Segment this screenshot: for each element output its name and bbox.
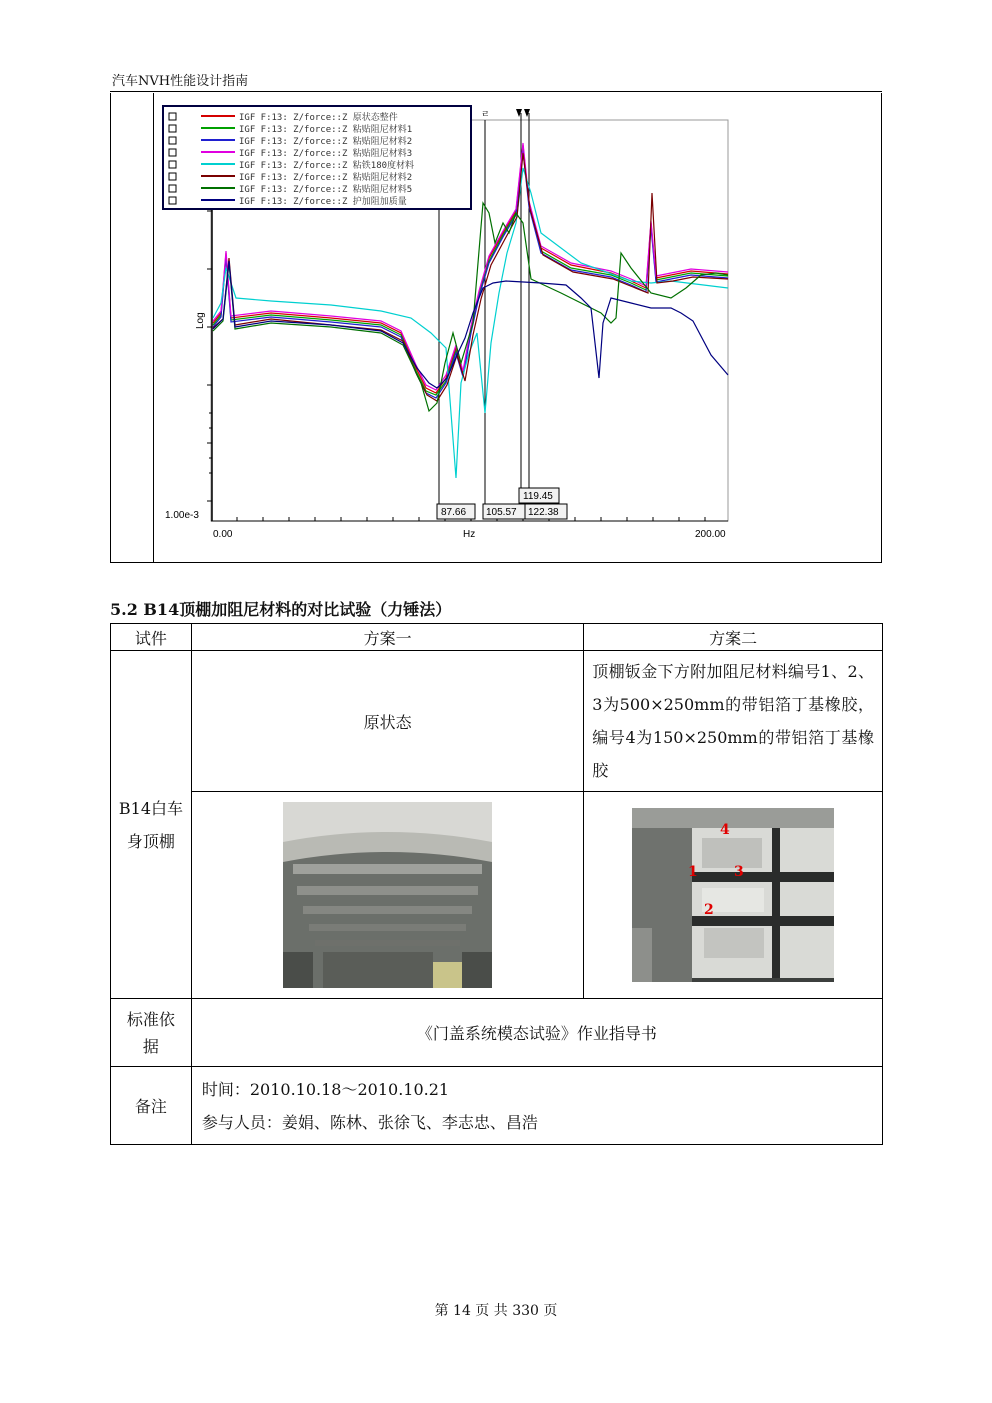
plan1-photo-cell [191,792,583,999]
page-header: 汽车NVH性能设计指南 [112,74,249,89]
cursor-value-1: 87.66 [441,507,467,518]
plan1-description: 原状态 [191,651,583,792]
header-plan1: 方案一 [191,624,583,651]
legend-checkbox[interactable] [169,185,176,192]
standard-value: 《门盖系统模态试验》作业指导书 [191,999,882,1067]
legend-entry: IGF F:13: Z/force::Z 粘贴阻尼材料5 [239,185,413,195]
legend-entry: IGF F:13: Z/force::Z 粘贴阻尼材料2 [239,173,413,183]
legend-entry: IGF F:13: Z/force::Z 原状态整件 [239,113,398,123]
plan2-photo-cell [584,792,883,999]
photo2-label-d: 2 [704,902,714,918]
legend-entry: IGF F:13: Z/force::Z 粘铁180度材料 [239,161,415,171]
table-header-row [111,624,883,651]
legend-checkbox[interactable] [169,149,176,156]
cursor-value-4: 122.38 [528,507,559,518]
page-footer: 第 14 页 共 330 页 [434,1303,558,1319]
remark-people: 参与人员：姜娟、陈林、张徐飞、李志忠、昌浩 [201,1112,538,1132]
legend-entry: IGF F:13: Z/force::Z 粘贴阻尼材料1 [239,125,413,135]
section-title: 5.2 B14顶棚加阻尼材料的对比试验（力锤法） [110,600,452,619]
plan1-photo [283,802,492,988]
legend-checkbox[interactable] [169,161,176,168]
remark-time: 时间：2010.10.18～2010.10.21 [201,1079,450,1099]
cursor-value-3: 119.45 [523,491,553,502]
legend [163,106,471,209]
legend-entry: IGF F:13: Z/force::Z 护加阻加质量 [239,197,407,207]
x-axis-label: Hz [463,529,476,540]
frf-chart [111,93,883,563]
y-axis-label: Log [195,312,206,329]
photo2-label-c: 3 [734,864,744,880]
description-row [111,651,883,792]
y-min-label: 1.00e-3 [165,510,199,521]
cursor-top-mark: ㄹ [481,110,490,120]
remark-label: 备注 [111,1067,192,1145]
cursor-value-2: 105.57 [486,507,517,518]
standard-label: 标准依据 [111,999,192,1067]
remark-row [111,1067,883,1145]
photo2-label-a: 4 [720,822,730,838]
legend-entry: IGF F:13: Z/force::Z 粘贴阻尼材料2 [239,137,413,147]
photo2-label-b: 1 [688,864,698,880]
legend-checkbox[interactable] [169,137,176,144]
x-tick-label-200: 200.00 [695,529,726,540]
header-rule [110,91,882,92]
photo-row [111,792,883,999]
chart-frame [110,93,882,563]
plan2-description: 顶棚钣金下方附加阻尼材料编号1、2、3为500×250mm的带铝箔丁基橡胶，编号4为150×250mm的带铝箔丁基橡胶 [584,651,883,792]
remark-cell [191,1067,882,1145]
header-specimen: 试件 [111,624,192,651]
legend-checkbox[interactable] [169,113,176,120]
legend-checkbox[interactable] [169,125,176,132]
standard-row [111,999,883,1067]
x-tick-label-0: 0.00 [213,529,233,540]
test-table [110,623,883,1145]
legend-checkbox[interactable] [169,173,176,180]
specimen-cell: B14白车身顶棚 [111,651,192,999]
legend-entry: IGF F:13: Z/force::Z 粘贴阻尼材料3 [239,149,413,159]
legend-checkbox[interactable] [169,197,176,204]
header-plan2: 方案二 [584,624,883,651]
plan2-photo [632,808,834,982]
